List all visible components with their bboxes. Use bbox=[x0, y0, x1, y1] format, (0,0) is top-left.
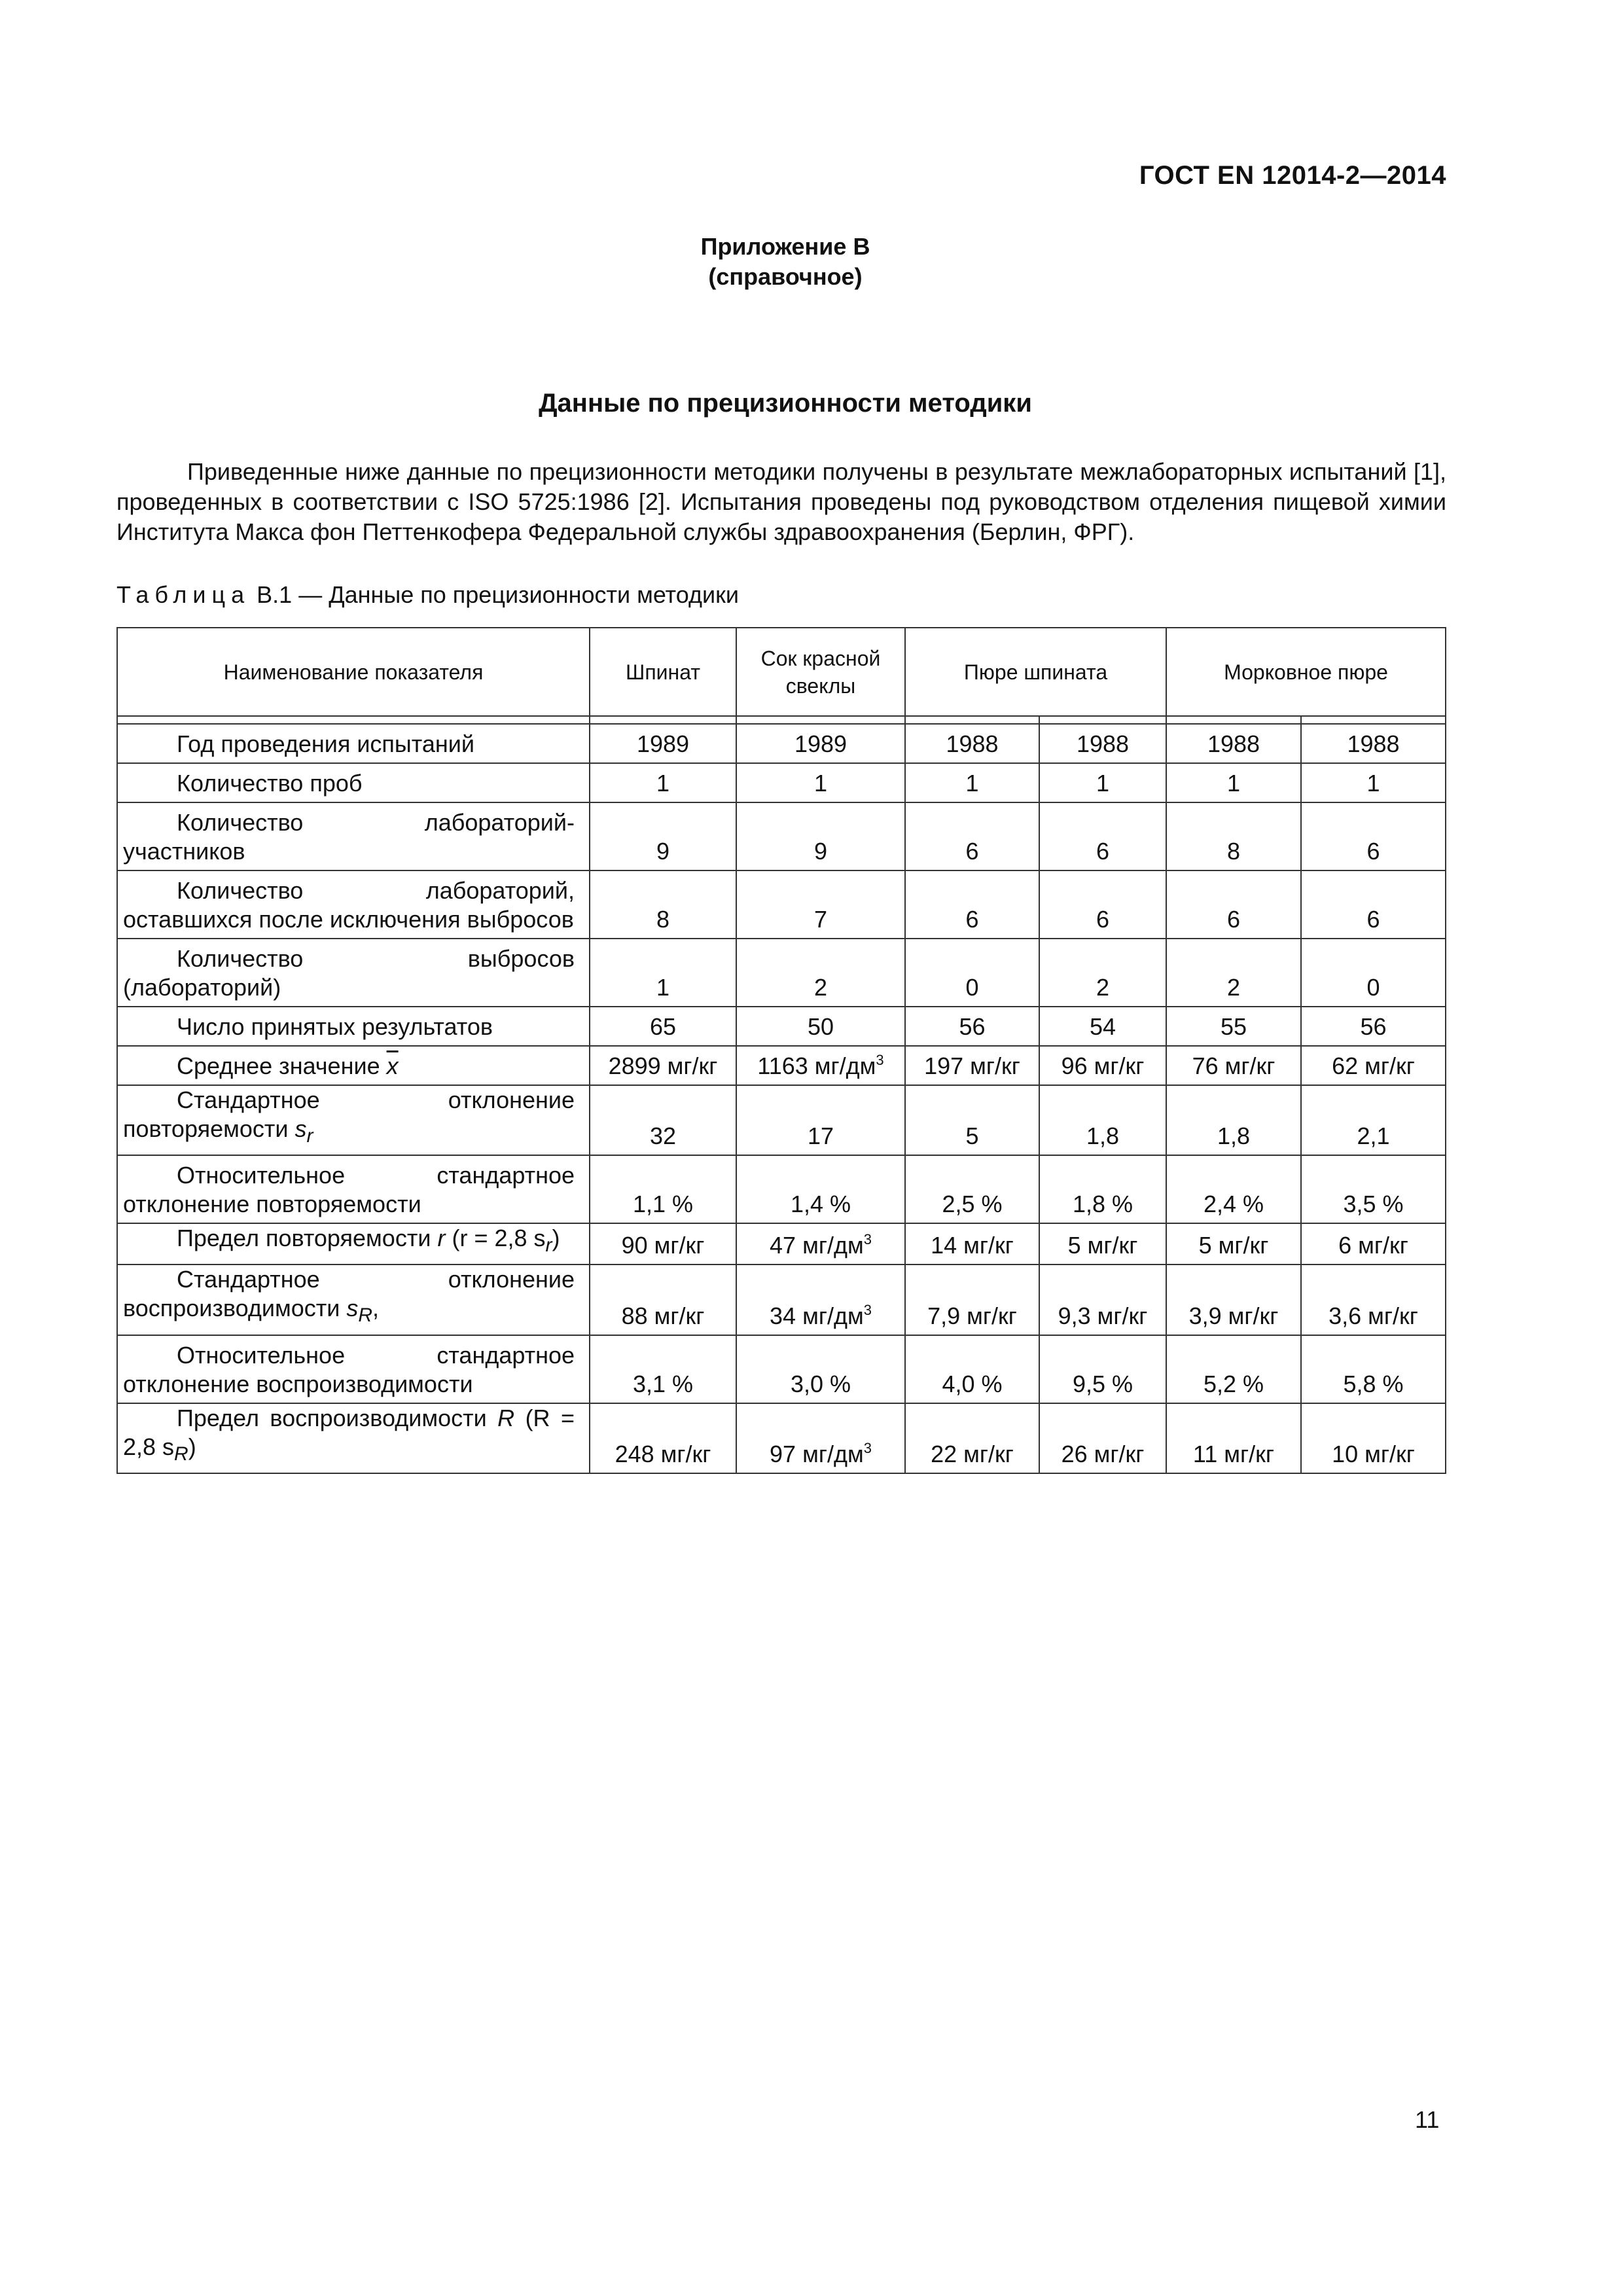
header-separator-row bbox=[117, 716, 1446, 724]
row-label: Стандартное отклонение воспроизводимости $s_R$, bbox=[117, 1265, 590, 1335]
cell-value: 32 bbox=[590, 1085, 736, 1155]
table-row bbox=[117, 1223, 1446, 1265]
cell-value: 2,4 % bbox=[1166, 1155, 1301, 1223]
cell-value: 1988 bbox=[1166, 724, 1301, 763]
cell-value: 1988 bbox=[1039, 724, 1166, 763]
cell-value: 54 bbox=[1039, 1007, 1166, 1046]
table-row bbox=[117, 802, 1446, 870]
cell-value: 1989 bbox=[590, 724, 736, 763]
cell-value: 14 мг/кг bbox=[905, 1223, 1039, 1265]
header-beet-juice: Сок красной свеклы bbox=[736, 628, 905, 716]
header-spinach: Шпинат bbox=[590, 628, 736, 716]
table-row bbox=[117, 1007, 1446, 1046]
cell-value: 76 мг/кг bbox=[1166, 1046, 1301, 1085]
cell-value: 1,1 % bbox=[590, 1155, 736, 1223]
cell-value: 97 $мг/дм^3$ bbox=[736, 1403, 905, 1473]
table-caption bbox=[116, 581, 739, 609]
table-row bbox=[117, 724, 1446, 763]
cell-value: 9 bbox=[736, 802, 905, 870]
cell-value: 9,3 мг/кг bbox=[1039, 1265, 1166, 1335]
mean-symbol: $\overline{x}$ bbox=[386, 1052, 399, 1079]
cell-value: 2 bbox=[1039, 939, 1166, 1007]
cell-value: 1989 bbox=[736, 724, 905, 763]
cell-value: 90 мг/кг bbox=[590, 1223, 736, 1265]
cell-value: 6 bbox=[1039, 870, 1166, 939]
row-label: Предел воспроизводимости R (R = 2,8 $s_R$) bbox=[117, 1403, 590, 1473]
row-label: Количество лабораторий-участников bbox=[117, 802, 590, 870]
cell-value: 3,9 мг/кг bbox=[1166, 1265, 1301, 1335]
cell-value: 5,2 % bbox=[1166, 1335, 1301, 1403]
cell-value: 1988 bbox=[905, 724, 1039, 763]
appendix-title: Приложение В bbox=[700, 233, 870, 260]
cell-value: 1 bbox=[1039, 763, 1166, 802]
cell-value: 65 bbox=[590, 1007, 736, 1046]
cell-value: 1,8 bbox=[1166, 1085, 1301, 1155]
row-label: Количество выбросов (лабораторий) bbox=[117, 939, 590, 1007]
cell-value: 9 bbox=[590, 802, 736, 870]
cell-value: 7,9 мг/кг bbox=[905, 1265, 1039, 1335]
cell-value: 8 bbox=[590, 870, 736, 939]
cell-value: 8 bbox=[1166, 802, 1301, 870]
cell-value: 9,5 % bbox=[1039, 1335, 1166, 1403]
cell-value: 2 bbox=[736, 939, 905, 1007]
header-indicator: Наименование показателя bbox=[117, 628, 590, 716]
cell-value: 6 мг/кг bbox=[1301, 1223, 1446, 1265]
row-label: Стандартное отклонение повторяемости $s_r$ bbox=[117, 1085, 590, 1155]
cell-value: 7 bbox=[736, 870, 905, 939]
cell-value: 50 bbox=[736, 1007, 905, 1046]
cell-value: 3,6 мг/кг bbox=[1301, 1265, 1446, 1335]
row-label: Предел повторяемости r (r = 2,8 $s_r$) bbox=[117, 1223, 590, 1265]
appendix-subtitle: (справочное) bbox=[708, 263, 863, 290]
cell-value: 34 $мг/дм^3$ bbox=[736, 1265, 905, 1335]
row-label: Год проведения испытаний bbox=[117, 724, 590, 763]
row-label: Относительное стандартное отклонение воспроизводимости bbox=[117, 1335, 590, 1403]
cell-value: 4,0 % bbox=[905, 1335, 1039, 1403]
cell-value: 17 bbox=[736, 1085, 905, 1155]
cell-value: 55 bbox=[1166, 1007, 1301, 1046]
table-row bbox=[117, 1403, 1446, 1473]
cell-value: 1 bbox=[905, 763, 1039, 802]
row-label: Количество лабораторий, оставшихся после исключения выбросов bbox=[117, 870, 590, 939]
table-row bbox=[117, 763, 1446, 802]
table-row bbox=[117, 1085, 1446, 1155]
cell-value: 6 bbox=[1039, 802, 1166, 870]
cell-value: 1 bbox=[736, 763, 905, 802]
cell-value: 1988 bbox=[1301, 724, 1446, 763]
cell-value: 6 bbox=[1301, 802, 1446, 870]
header-carrot-puree: Морковное пюре bbox=[1166, 628, 1446, 716]
cell-value: 1163 $мг/дм^3$ bbox=[736, 1046, 905, 1085]
cell-value: 5,8 % bbox=[1301, 1335, 1446, 1403]
cell-value: 2 bbox=[1166, 939, 1301, 1007]
cell-value: 1,8 % bbox=[1039, 1155, 1166, 1223]
cell-value: 0 bbox=[905, 939, 1039, 1007]
table-row bbox=[117, 939, 1446, 1007]
cell-value: 248 мг/кг bbox=[590, 1403, 736, 1473]
cell-value: 6 bbox=[905, 870, 1039, 939]
cell-value: 5 bbox=[905, 1085, 1039, 1155]
cell-value: 5 мг/кг bbox=[1039, 1223, 1166, 1265]
table-row bbox=[117, 870, 1446, 939]
appendix-heading bbox=[0, 232, 1571, 292]
header-spinach-puree: Пюре шпината bbox=[905, 628, 1166, 716]
table-caption-prefix: Таблица bbox=[116, 581, 251, 608]
page-number: 11 bbox=[1415, 2106, 1440, 2133]
cell-value: 96 мг/кг bbox=[1039, 1046, 1166, 1085]
cell-value: 22 мг/кг bbox=[905, 1403, 1039, 1473]
row-label: Число принятых результатов bbox=[117, 1007, 590, 1046]
table-row bbox=[117, 1155, 1446, 1223]
cell-value: 47 $мг/дм^3$ bbox=[736, 1223, 905, 1265]
table-caption-text: В.1 — Данные по прецизионности методики bbox=[257, 581, 739, 608]
table-row bbox=[117, 1335, 1446, 1403]
cell-value: 56 bbox=[1301, 1007, 1446, 1046]
cell-value: 1,8 bbox=[1039, 1085, 1166, 1155]
document-code: ГОСТ EN 12014-2—2014 bbox=[1139, 161, 1446, 190]
cell-value: 26 мг/кг bbox=[1039, 1403, 1166, 1473]
cell-value: 2,5 % bbox=[905, 1155, 1039, 1223]
cell-value: 10 мг/кг bbox=[1301, 1403, 1446, 1473]
row-label: Относительное стандартное отклонение повторяемости bbox=[117, 1155, 590, 1223]
cell-value: 3,1 % bbox=[590, 1335, 736, 1403]
table-header-row bbox=[117, 628, 1446, 716]
cell-value: 5 мг/кг bbox=[1166, 1223, 1301, 1265]
cell-value: 1 bbox=[590, 763, 736, 802]
cell-value: 1,4 % bbox=[736, 1155, 905, 1223]
cell-value: 1 bbox=[590, 939, 736, 1007]
cell-value: 1 bbox=[1301, 763, 1446, 802]
cell-value: 197 мг/кг bbox=[905, 1046, 1039, 1085]
cell-value: 6 bbox=[1301, 870, 1446, 939]
cell-value: 56 bbox=[905, 1007, 1039, 1046]
cell-value: 6 bbox=[905, 802, 1039, 870]
cell-value: 88 мг/кг bbox=[590, 1265, 736, 1335]
row-label: Среднее значение $\overline{x}$ bbox=[117, 1046, 590, 1085]
cell-value: 1 bbox=[1166, 763, 1301, 802]
cell-value: 62 мг/кг bbox=[1301, 1046, 1446, 1085]
cell-value: 3,5 % bbox=[1301, 1155, 1446, 1223]
table-row bbox=[117, 1265, 1446, 1335]
cell-value: 2,1 bbox=[1301, 1085, 1446, 1155]
cell-value: 6 bbox=[1166, 870, 1301, 939]
cell-value: 3,0 % bbox=[736, 1335, 905, 1403]
row-label: Количество проб bbox=[117, 763, 590, 802]
intro-paragraph: Приведенные ниже данные по прецизионности методики получены в результате межлабораторных испытаний [1], проведенных в соответствии с ISO 5725:1986 [2]. Испытания проведены под руководством отделения пищевой химии Института Макса фон Петтенкофера Федеральной службы здравоохранения (Берлин, ФРГ). bbox=[116, 458, 1446, 545]
section-title: Данные по прецизионности методики bbox=[539, 389, 1032, 418]
cell-value: 0 bbox=[1301, 939, 1446, 1007]
cell-value: 11 мг/кг bbox=[1166, 1403, 1301, 1473]
cell-value: 2899 мг/кг bbox=[590, 1046, 736, 1085]
precision-table bbox=[116, 627, 1446, 1474]
table-row bbox=[117, 1046, 1446, 1085]
